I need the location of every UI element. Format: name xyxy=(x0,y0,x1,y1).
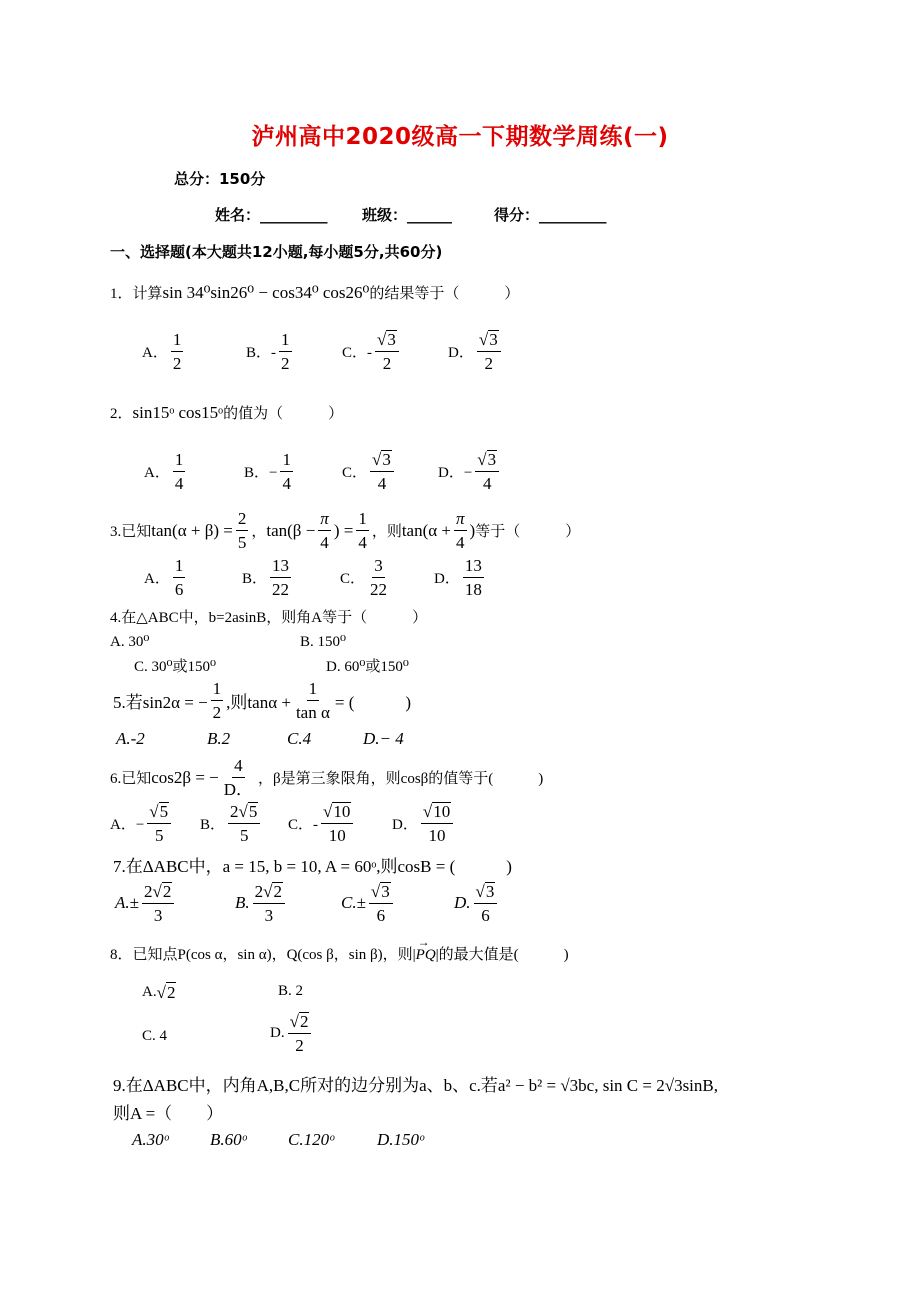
q7-options xyxy=(115,882,500,924)
q1-option-b: B．- $\frac{1}{2}$ xyxy=(246,329,290,373)
q6-options xyxy=(110,802,456,844)
q4-option-d: D. 60⁰或150⁰ xyxy=(326,659,409,675)
q3-options xyxy=(144,557,487,598)
q4-option-b: B. 150⁰ xyxy=(300,634,347,650)
q6-option-b: B． $\frac{2√5}{5}$ xyxy=(200,802,288,844)
q4-option-c: C. 30⁰或150⁰ xyxy=(134,659,217,675)
q9-option-a: A.30ᵒ xyxy=(132,1130,169,1149)
q6-option-d: D． $\frac{√10}{10}$ xyxy=(392,802,456,844)
q9-option-d: D.150ᵒ xyxy=(377,1130,424,1149)
q2-option-c: C． $\frac{√3}{4}$ xyxy=(342,450,438,492)
q5-option-b: B.2 xyxy=(207,729,231,748)
q5-option-a: A.-2 xyxy=(116,729,145,748)
question-7: 7.在ΔABC中，a = 15, b = 10, A = 60ᵒ,则cosB = ( ) xyxy=(113,857,512,876)
class-field: 班级：______ xyxy=(362,206,453,224)
q2-option-b: B．− $\frac{1}{4}$ xyxy=(244,449,291,493)
question-9: 9.在ΔABC中，内角A,B,C所对的边分别为a、b、c.若a² − b² = √3bc, sin C = 2√3sinB, xyxy=(113,1076,718,1095)
q7-option-a: A.± $\frac{2√2}{3}$ xyxy=(115,882,235,924)
q8-option-b: B. 2 xyxy=(278,983,304,999)
q7-option-d: D. $\frac{√3}{6}$ xyxy=(454,882,500,924)
q2-option-a: A． $\frac{1}{4}$ xyxy=(144,449,184,493)
vector-pq: → PQ xyxy=(416,947,436,964)
q7-option-b: B. $\frac{2√2}{3}$ xyxy=(235,882,341,924)
name-field: 姓名：_________ xyxy=(215,206,328,224)
q3-option-b: B． $\frac{13}{22}$ xyxy=(242,556,290,599)
score-field: 得分：_________ xyxy=(494,206,607,224)
q1-option-a: A． $\frac{1}{2}$ xyxy=(142,329,182,373)
q3-option-a: A． $\frac{1}{6}$ xyxy=(144,556,184,599)
q8-option-c: C. 4 xyxy=(142,1028,168,1044)
question-6: 6.已知 cos2β = − $\frac{4}{D.}$ ，β是第三象限角，则cosβ的值等于( ) xyxy=(110,756,544,799)
q5-option-d: D.− 4 xyxy=(363,729,404,748)
q7-option-c: C.± $\frac{√3}{6}$ xyxy=(341,882,454,924)
q1-option-c: C．- $\frac{√3}{2}$ xyxy=(342,330,448,372)
section-heading: 一、选择题(本大题共12小题,每小题5分,共60分) xyxy=(110,243,443,261)
q1-option-d: D． $\frac{√3}{2}$ xyxy=(448,330,504,372)
q2-options xyxy=(144,450,502,492)
question-3: 3.已知 tan(α + β) = $\frac{2}{5}$ ， tan(β − $\frac{\pi}{4}$ ) = $\frac{1}{4}$ ，则 tan(α + $\frac{\pi}{4}$ ) 等于（ ） xyxy=(110,509,581,552)
q5-option-c: C.4 xyxy=(287,729,312,748)
question-4: 4.在△ABC中，b=2asinB，则角A等于（ ） xyxy=(110,610,428,626)
question-2: 2．sin15ᵒ cos15ᵒ的值为（ ） xyxy=(110,403,344,422)
page-title: 泸州高中2020级高一下期数学周练(一) xyxy=(251,124,669,150)
q3-option-c: C． $\frac{3}{22}$ xyxy=(340,556,388,599)
q4-option-a: A. 30⁰ xyxy=(110,634,150,650)
q2-option-d: D．− $\frac{√3}{4}$ xyxy=(438,450,502,492)
q9-option-c: C.120ᵒ xyxy=(288,1130,334,1149)
q1-options xyxy=(142,330,504,372)
q6-option-c: C．- $\frac{√10}{10}$ xyxy=(288,802,392,844)
question-5: 5.若sin2α = − $\frac{1}{2}$ ,则tanα + $\frac{1}{\text{tan α}}$ = ( ) xyxy=(113,679,412,722)
q8-option-a: A. √2 xyxy=(142,983,176,1002)
total-score: 总分：150分 xyxy=(174,170,266,188)
question-1: 1．计算sin 34⁰sin26⁰ − cos34⁰ cos26⁰的结果等于（ ） xyxy=(110,283,520,302)
q8-option-d: D. $\frac{√2}{2}$ xyxy=(270,1012,314,1054)
question-8: 8．已知点P(cos α，sin α)，Q(cos β，sin β)，则|→ PQ|的最大值是( ) xyxy=(110,943,569,964)
question-9-line2: 则A =（ ） xyxy=(113,1104,224,1123)
q9-option-b: B.60ᵒ xyxy=(210,1130,247,1149)
q6-option-a: A．− $\frac{√5}{5}$ xyxy=(110,802,200,844)
q3-option-d: D． $\frac{13}{18}$ xyxy=(434,556,482,599)
